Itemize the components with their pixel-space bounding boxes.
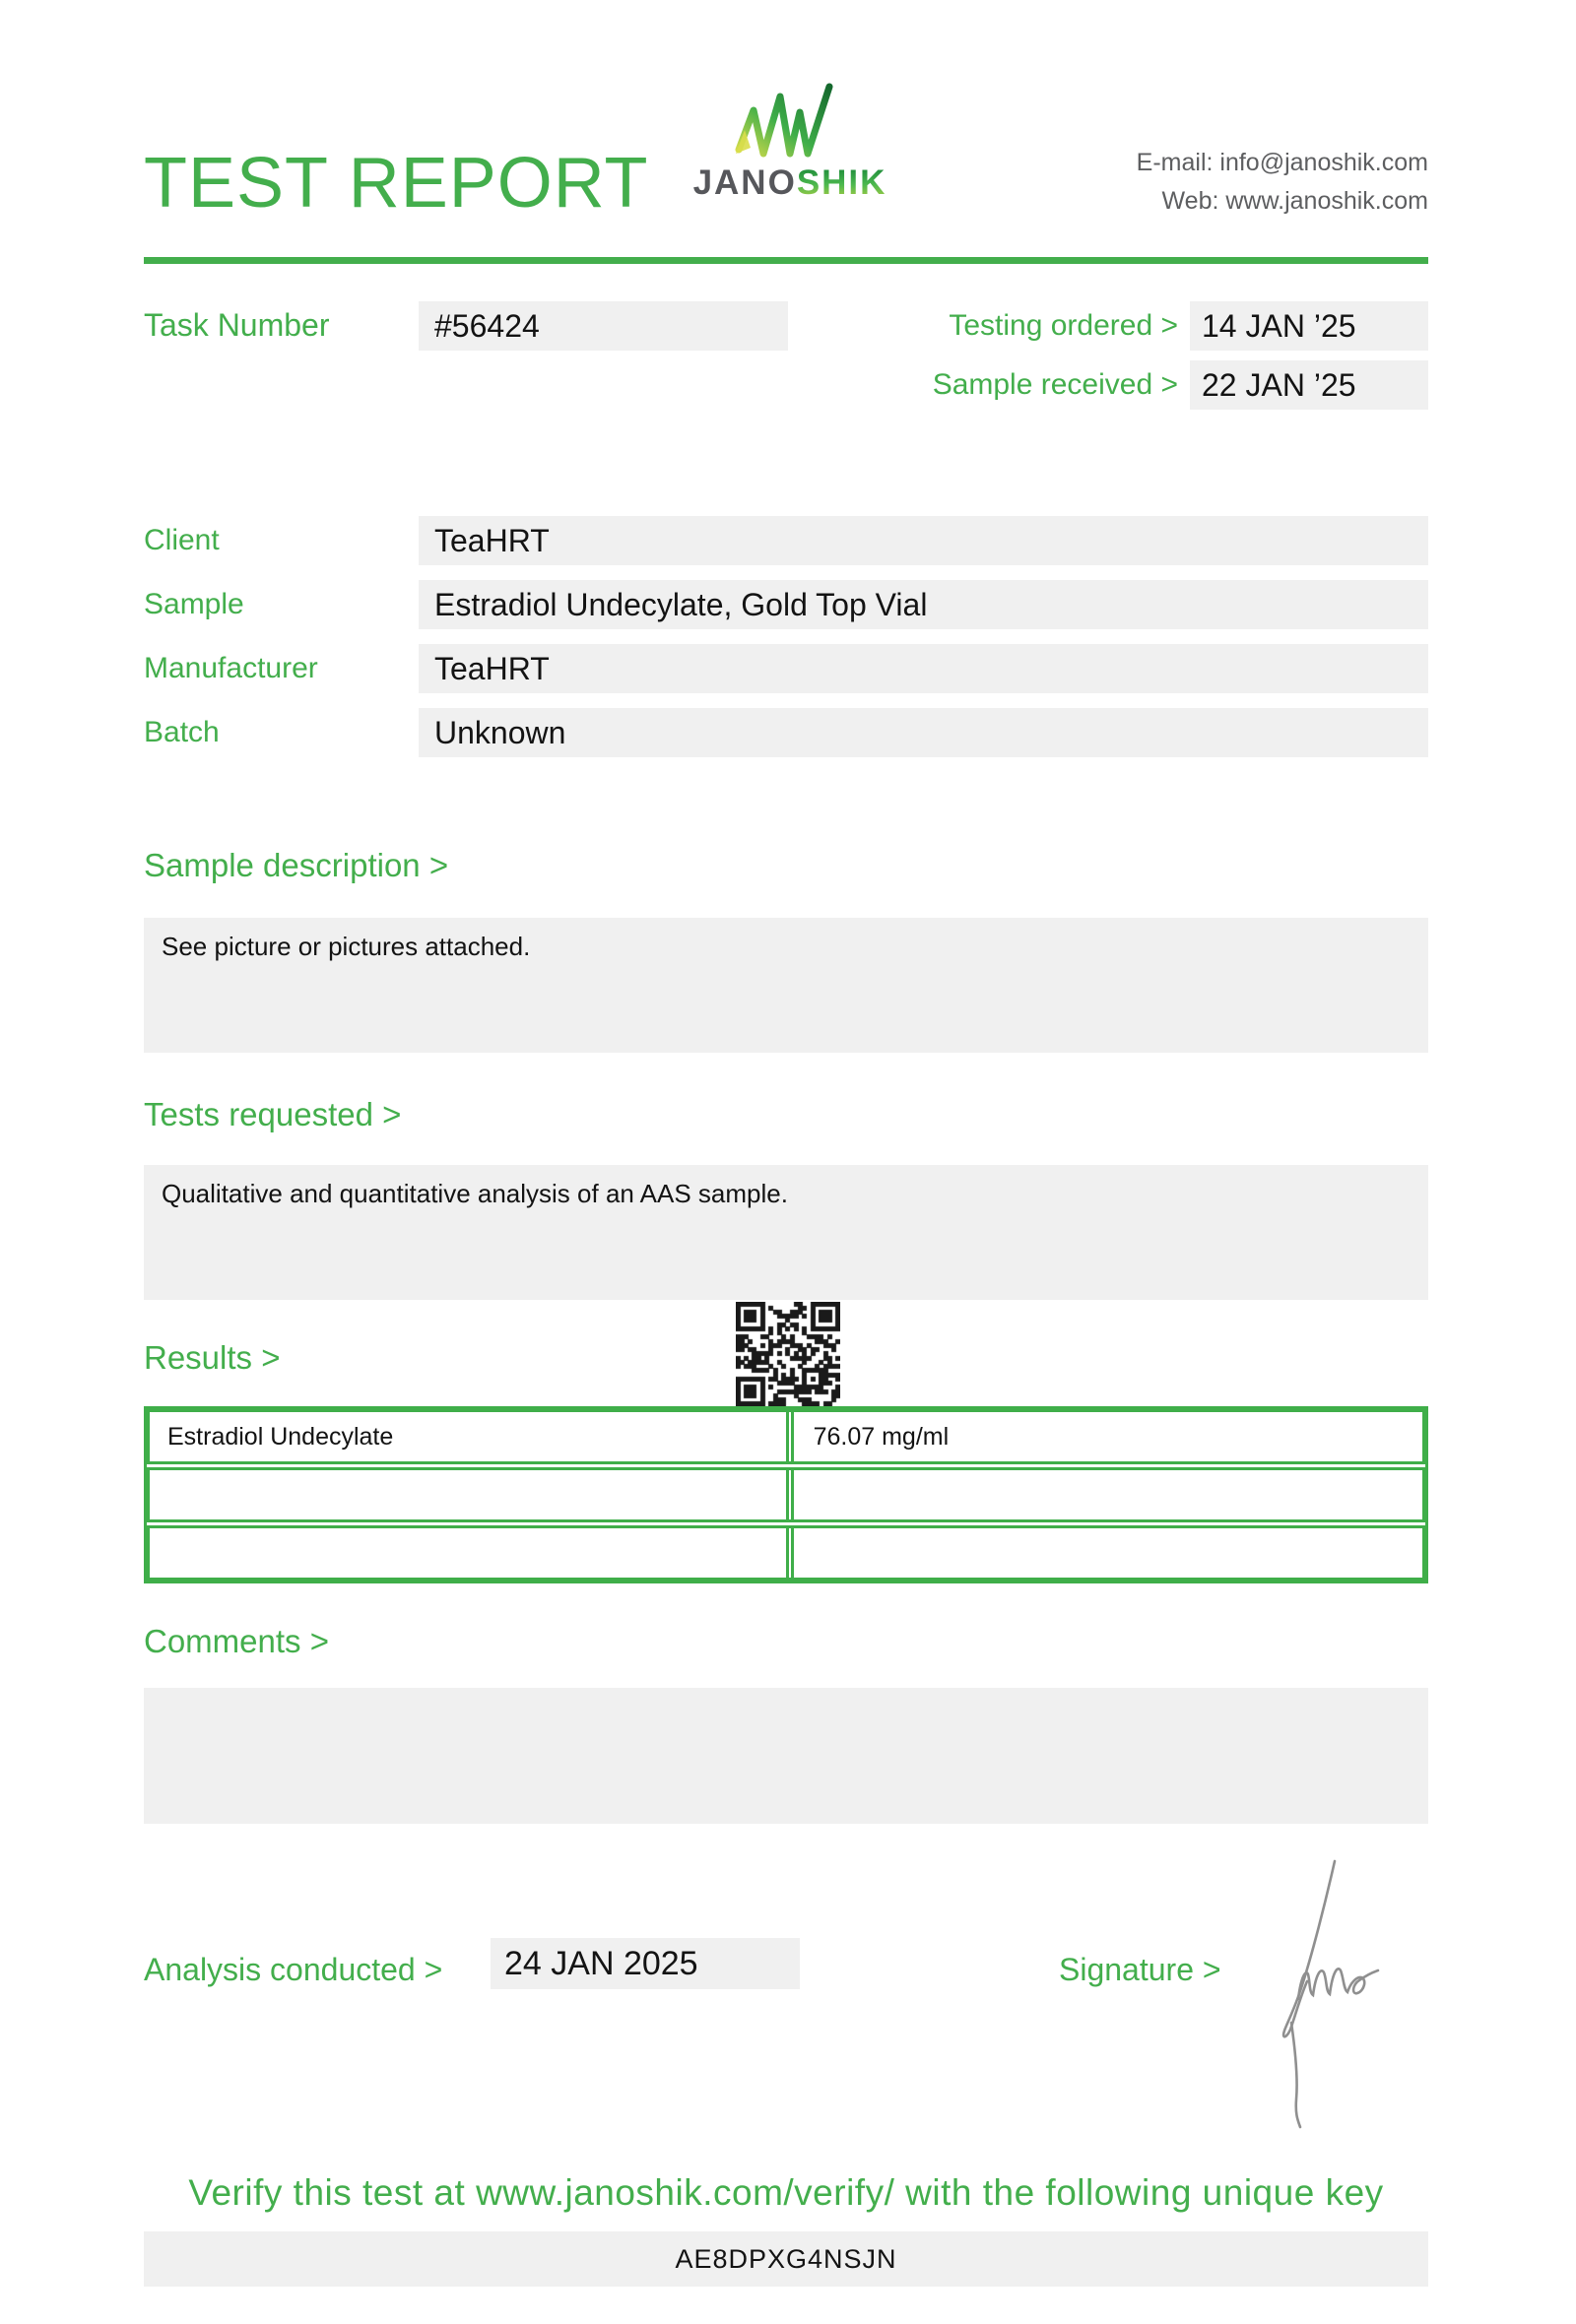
sample-value <box>419 580 1428 629</box>
qr-code <box>736 1302 840 1406</box>
results-value-cell: 76.07 mg/ml <box>791 1412 1422 1461</box>
results-heading: Results > <box>144 1339 281 1376</box>
comments-box <box>144 1688 1428 1824</box>
analysis-conducted-date: 24 JAN 2025 <box>504 1945 698 1982</box>
sample-description-text: See picture or pictures attached. <box>162 932 531 961</box>
testing-ordered-label: Testing ordered > <box>949 309 1178 342</box>
batch-text: Unknown <box>434 715 566 750</box>
verify-instruction: Verify this test at www.janoshik.com/verify/ with the following unique key <box>188 2172 1384 2213</box>
analysis-conducted-label: Analysis conducted > <box>144 1952 443 1987</box>
header-divider <box>144 257 1428 264</box>
task-number-text: #56424 <box>434 308 540 344</box>
client-value <box>419 516 1428 565</box>
unique-key-box <box>144 2231 1428 2287</box>
client-label: Client <box>144 524 220 556</box>
analysis-conducted-value <box>491 1938 800 1989</box>
trending-up-chart-icon <box>735 79 845 160</box>
comments-text <box>144 1688 1428 1711</box>
brand-wordmark <box>678 163 902 203</box>
results-row <box>147 1525 1425 1581</box>
testing-ordered-date: 14 JAN ’25 <box>1202 308 1356 344</box>
contact-email: E-mail: info@janoshik.com <box>1136 149 1428 176</box>
sample-label: Sample <box>144 588 244 620</box>
results-value-cell <box>791 1470 1422 1519</box>
results-analyte-cell <box>150 1528 789 1578</box>
brand-wordmark-gray: JANO <box>692 163 797 202</box>
task-number-value <box>419 301 788 351</box>
contact-web: Web: www.janoshik.com <box>1161 187 1428 215</box>
brand-wordmark-green: SHIK <box>796 163 887 202</box>
results-row <box>147 1467 1425 1522</box>
testing-ordered-value <box>1190 301 1428 351</box>
manufacturer-label: Manufacturer <box>144 652 318 684</box>
results-analyte-cell: Estradiol Undecylate <box>150 1412 789 1461</box>
unique-key-text: AE8DPXG4NSJN <box>675 2244 897 2274</box>
sample-received-label: Sample received > <box>932 368 1178 401</box>
sample-description-heading: Sample description > <box>144 847 449 883</box>
results-row <box>147 1409 1425 1464</box>
signature-label: Signature > <box>1059 1952 1221 1987</box>
results-table <box>144 1406 1428 1583</box>
handwritten-signature <box>1263 1857 1411 2138</box>
batch-value <box>419 708 1428 757</box>
page-title: TEST REPORT <box>144 144 649 223</box>
manufacturer-value <box>419 644 1428 693</box>
tests-requested-heading: Tests requested > <box>144 1096 402 1132</box>
task-number-label: Task Number <box>144 307 330 343</box>
results-analyte-cell <box>150 1470 789 1519</box>
results-value-cell <box>791 1528 1422 1578</box>
tests-requested-box <box>144 1165 1428 1300</box>
sample-received-date: 22 JAN ’25 <box>1202 367 1356 403</box>
contact-block <box>985 144 1428 221</box>
comments-heading: Comments > <box>144 1623 329 1659</box>
manufacturer-text: TeaHRT <box>434 651 550 686</box>
sample-text: Estradiol Undecylate, Gold Top Vial <box>434 587 928 622</box>
client-text: TeaHRT <box>434 523 550 558</box>
janoshik-logo <box>678 79 902 203</box>
tests-requested-text: Qualitative and quantitative analysis of an AAS sample. <box>162 1179 788 1208</box>
sample-description-box <box>144 918 1428 1053</box>
batch-label: Batch <box>144 716 220 748</box>
sample-received-value <box>1190 360 1428 410</box>
